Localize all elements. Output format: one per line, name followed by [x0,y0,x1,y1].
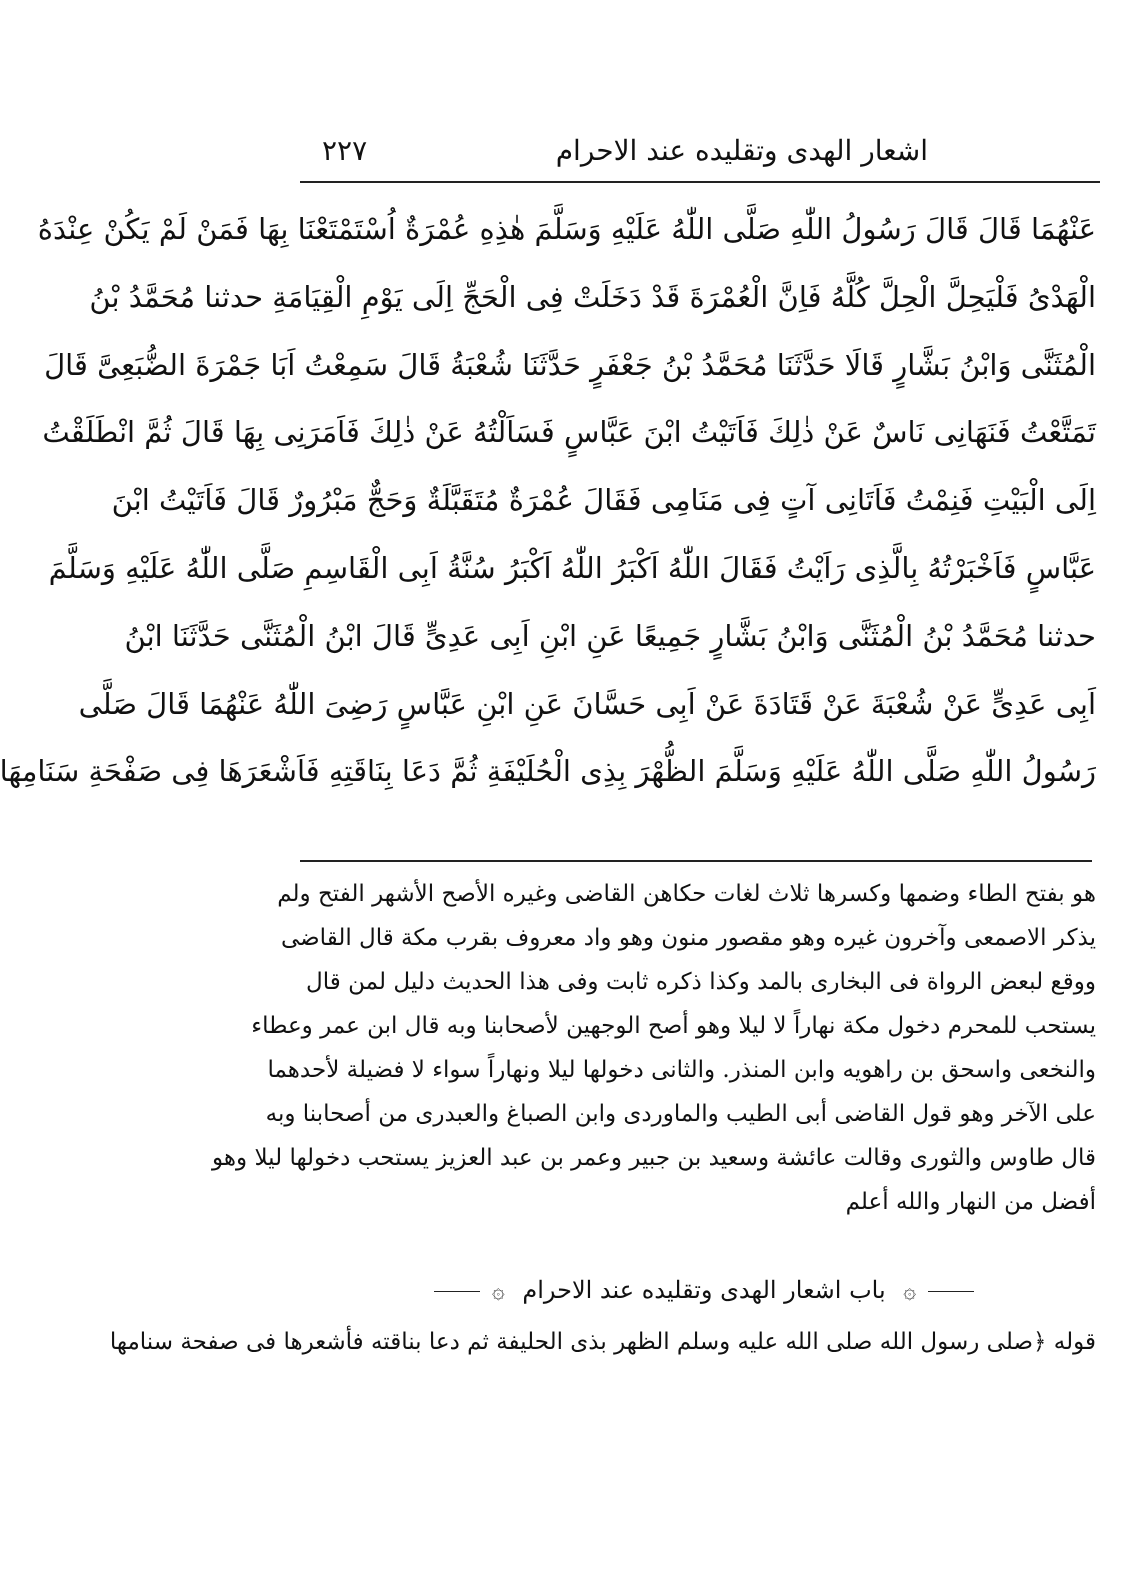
section-divider [300,860,1092,862]
commentary-line: والنخعى واسحق بن راهويه وابن المنذر. والثانى دخولها ليلا ونهاراً سواء لا فضيلة لأحدهما [267,1057,1096,1083]
hadith-line: حدثنا مُحَمَّدُ بْنُ الْمُثَنَّى وَابْنُ بَشَّارٍ جَمِيعًا عَنِ ابْنِ اَبِى عَدِىٍّ قَالَ ابْنُ الْمُثَنَّى حَدَّثَنَا ابْنُ [124,618,1096,653]
commentary-line: يذكر الاصمعى وآخرون غيره وهو مقصور منون وهو واد معروف بقرب مكة قال القاضى [280,925,1096,951]
hadith-line: الْهَدْىُ فَلْيَحِلَّ الْحِلَّ كُلَّهُ فَاِنَّ الْعُمْرَةَ قَدْ دَخَلَتْ فِى الْحَجِّ اِلَى يَوْمِ الْقِيَامَةِ حدثنا مُحَمَّدُ بْنُ [89,279,1096,314]
commentary-line: على الآخر وهو قول القاضى أبى الطيب والماوردى وابن الصباغ والعبدرى من أصحابنا وبه [265,1101,1096,1127]
hadith-line: اِلَى الْبَيْتِ فَنِمْتُ فَاَتَانِى آتٍ فِى مَنَامِى فَقَالَ عُمْرَةٌ مُتَقَبَّلَةٌ وَحَجٌّ مَبْرُورٌ قَالَ فَاَتَيْتُ ابْنَ [111,483,1096,518]
page-number: ٢٢٧ [322,134,368,167]
commentary-line: هو بفتح الطاء وضمها وكسرها ثلاث لغات حكاهن القاضى وغيره الأصح الأشهر الفتح ولم [277,881,1096,907]
commentary-text [212,872,1096,1224]
commentary-line: ووقع لبعض الرواة فى البخارى بالمد وكذا ذكره ثابت وفى هذا الحديث دليل لمن قال [306,969,1096,995]
heading-dash [434,1291,480,1293]
hadith-line: عَبَّاسٍ فَاَخْبَرْتُهُ بِالَّذِى رَاَيْتُ فَقَالَ اللّٰهُ اَكْبَرُ اللّٰهُ اَكْبَرُ سُنَّةُ اَبِى الْقَاسِمِ صَلَّى اللّٰهُ عَلَيْهِ وَسَلَّمَ [48,550,1096,585]
ornament-icon: ۞ [491,1278,505,1304]
commentary-continuation: قوله ﴿صلى رسول الله صلى الله عليه وسلم الظهر بذى الحليفة ثم دعا بناقته فأشعرها فى صفحة سنامها [109,1329,1096,1355]
header-rule [300,181,1100,183]
chapter-heading-text: باب اشعار الهدى وتقليده عند الاحرام [522,1276,886,1304]
commentary-line: قال طاوس والثورى وقالت عائشة وسعيد بن جبير وعمر بن عبد العزيز يستحب دخولها ليلا وهو [212,1145,1096,1171]
ornament-icon: ۞ [903,1278,917,1304]
hadith-line: عَنْهُمَا قَالَ قَالَ رَسُولُ اللّٰهِ صَلَّى اللّٰهُ عَلَيْهِ وَسَلَّمَ هٰذِهِ عُمْرَةٌ اُسْتَمْتَعْنَا بِهَا فَمَنْ لَمْ يَكُنْ عِنْدَهُ [37,212,1096,246]
commentary-line: يستحب للمحرم دخول مكة نهاراً لا ليلا وهو أصح الوجهين لأصحابنا وبه قال ابن عمر وعطاء [251,1013,1096,1039]
hadith-line: تَمَتَّعْتُ فَنَهَانِى نَاسٌ عَنْ ذٰلِكَ فَاَتَيْتُ ابْنَ عَبَّاسٍ فَسَاَلْتُهُ عَنْ ذٰلِكَ فَاَمَرَنِى بِهَا قَالَ ثُمَّ انْطَلَقْتُ [42,415,1096,450]
running-title: اشعار الهدى وتقليده عند الاحرام [555,134,928,167]
hadith-line: الْمُثَنَّى وَابْنُ بَشَّارٍ قَالَا حَدَّثَنَا مُحَمَّدُ بْنُ جَعْفَرٍ حَدَّثَنَا شُعْبَةُ قَالَ سَمِعْتُ اَبَا جَمْرَةَ الضُّبَعِىَّ قَالَ [44,347,1096,382]
heading-dash [928,1291,974,1293]
chapter-heading [414,1268,994,1312]
hadith-line: رَسُولُ اللّٰهِ صَلَّى اللّٰهُ عَلَيْهِ وَسَلَّمَ الظُّهْرَ بِذِى الْحُلَيْفَةِ ثُمَّ دَعَا بِنَاقَتِهِ فَاَشْعَرَهَا فِى صَفْحَةِ سَنَامِهَا [0,754,1096,789]
page-header [302,128,1098,178]
hadith-line: اَبِى عَدِىٍّ عَنْ شُعْبَةَ عَنْ قَتَادَةَ عَنْ اَبِى حَسَّانَ عَنِ ابْنِ عَبَّاسٍ رَضِىَ اللّٰهُ عَنْهُمَا قَالَ صَلَّى [78,686,1096,721]
commentary-line: أفضل من النهار والله أعلم [845,1189,1096,1215]
hadith-text [0,196,1096,806]
